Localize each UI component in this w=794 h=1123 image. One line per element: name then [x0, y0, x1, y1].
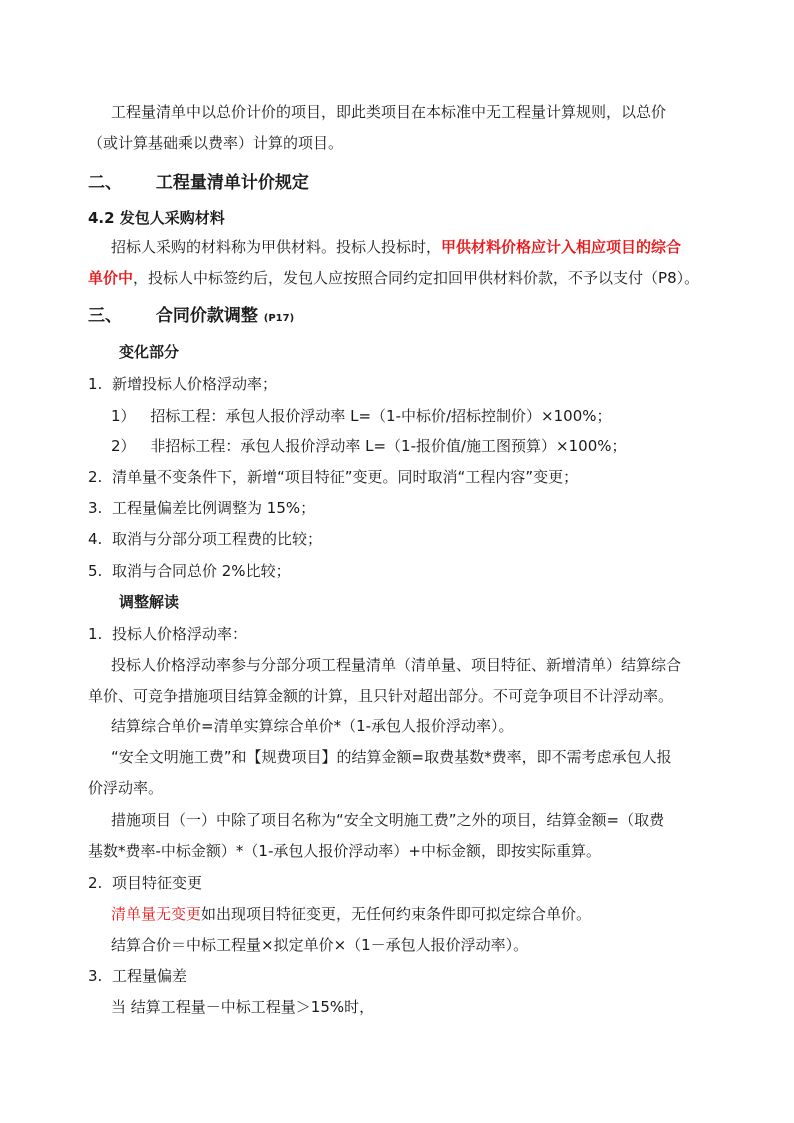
- para-highlight: 清单量无变更: [111, 905, 202, 923]
- list-text: 投标人价格浮动率：: [112, 625, 248, 643]
- interp-subheading: 调整解读: [119, 593, 180, 611]
- para-text: ，投标人中标签约后，发包人应按照合同约定扣回甲供材料价款，不予以支付（P8）。: [133, 269, 700, 287]
- change-item-5: [88, 561, 291, 581]
- list-text: 新增投标人价格浮动率；: [112, 375, 278, 393]
- section-3-title: 合同价款调整: [155, 306, 258, 326]
- list-text: 非招标工程：承包人报价浮动率 L=（1-报价值/施工图预算）×100%；: [150, 437, 627, 455]
- section-3-page-ref: (P17): [263, 313, 295, 324]
- change-subheading: 变化部分: [119, 343, 180, 361]
- list-number: 1）: [111, 407, 136, 425]
- intro-line-1: 工程量清单中以总价计价的项目，即此类项目在本标准中无工程量计算规则，以总价: [111, 103, 667, 121]
- list-text: 项目特征变更: [112, 874, 203, 892]
- interp-para-7: 当 结算工程量－中标工程量＞15%时，: [111, 998, 375, 1016]
- change-item-3: [88, 498, 315, 518]
- interp-para-5: [111, 904, 591, 924]
- section-4-2-para-line-2: [88, 268, 699, 288]
- list-number: 3.: [88, 499, 103, 517]
- list-number: 2）: [111, 437, 136, 455]
- change-item-4: [88, 529, 322, 549]
- list-number: 5.: [88, 562, 103, 580]
- section-3-heading: [88, 305, 294, 330]
- list-text: 招标工程：承包人报价浮动率 L=（1-中标价/招标控制价）×100%；: [150, 407, 612, 425]
- list-text: 工程量偏差比例调整为 15%；: [112, 499, 316, 517]
- interp-para-3-line-2: 价浮动率。: [88, 779, 164, 797]
- interp-item-3: [88, 966, 187, 986]
- para-text: 如出现项目特征变更，无任何约束条件即可拟定综合单价。: [201, 905, 592, 923]
- change-subitem-2: [111, 436, 627, 456]
- interp-item-1: [88, 624, 247, 644]
- intro-line-2: （或计算基础乘以费率）计算的项目。: [88, 134, 344, 152]
- para-text: 招标人采购的材料称为甲供材料。投标人投标时，: [111, 238, 442, 256]
- change-item-2: [88, 467, 578, 487]
- para-highlight: 单价中: [88, 269, 134, 287]
- para-highlight: 甲供材料价格应计入相应项目的综合: [441, 238, 682, 256]
- interp-para-4-line-1: 措施项目（一）中除了项目名称为“安全文明施工费”之外的项目，结算金额=（取费: [111, 811, 665, 829]
- list-number: 4.: [88, 530, 103, 548]
- section-2-number: 二、: [88, 173, 122, 193]
- interp-item-2: [88, 873, 202, 893]
- section-4-2-title: 4.2 发包人采购材料: [88, 209, 225, 227]
- interp-para-1-line-1: 投标人价格浮动率参与分部分项工程量清单（清单量、项目特征、新增清单）结算综合: [111, 656, 682, 674]
- list-text: 取消与合同总价 2%比较；: [112, 562, 291, 580]
- list-number: 2.: [88, 468, 103, 486]
- list-number: 2.: [88, 874, 103, 892]
- interp-para-3-line-1: “安全文明施工费”和【规费项目】的结算金额=取费基数*费率，即不需考虑承包人报: [111, 748, 672, 766]
- interp-para-6: 结算合价＝中标工程量×拟定单价×（1－承包人报价浮动率）。: [111, 936, 529, 954]
- interp-para-2: 结算综合单价=清单实算综合单价*（1-承包人报价浮动率）。: [111, 717, 514, 735]
- list-number: 3.: [88, 967, 103, 985]
- interp-para-1-line-2: 单价、可竞争措施项目结算金额的计算，且只针对超出部分。不可竞争项目不计浮动率。: [88, 687, 674, 705]
- list-text: 取消与分部分项工程费的比较；: [112, 530, 323, 548]
- list-text: 工程量偏差: [112, 967, 188, 985]
- list-number: 1.: [88, 625, 103, 643]
- list-text: 清单量不变条件下，新增“项目特征”变更。同时取消“工程内容”变更；: [112, 468, 579, 486]
- section-2-heading: [88, 172, 309, 194]
- section-4-2-para-line-1: [111, 237, 681, 257]
- interp-para-4-line-2: 基数*费率-中标金额）*（1-承包人报价浮动率）+中标金额，即按实际重算。: [88, 842, 601, 860]
- change-subitem-1: [111, 406, 612, 426]
- section-2-title: 工程量清单计价规定: [155, 173, 309, 193]
- change-item-1: [88, 374, 277, 394]
- section-3-number: 三、: [88, 306, 122, 326]
- list-number: 1.: [88, 375, 103, 393]
